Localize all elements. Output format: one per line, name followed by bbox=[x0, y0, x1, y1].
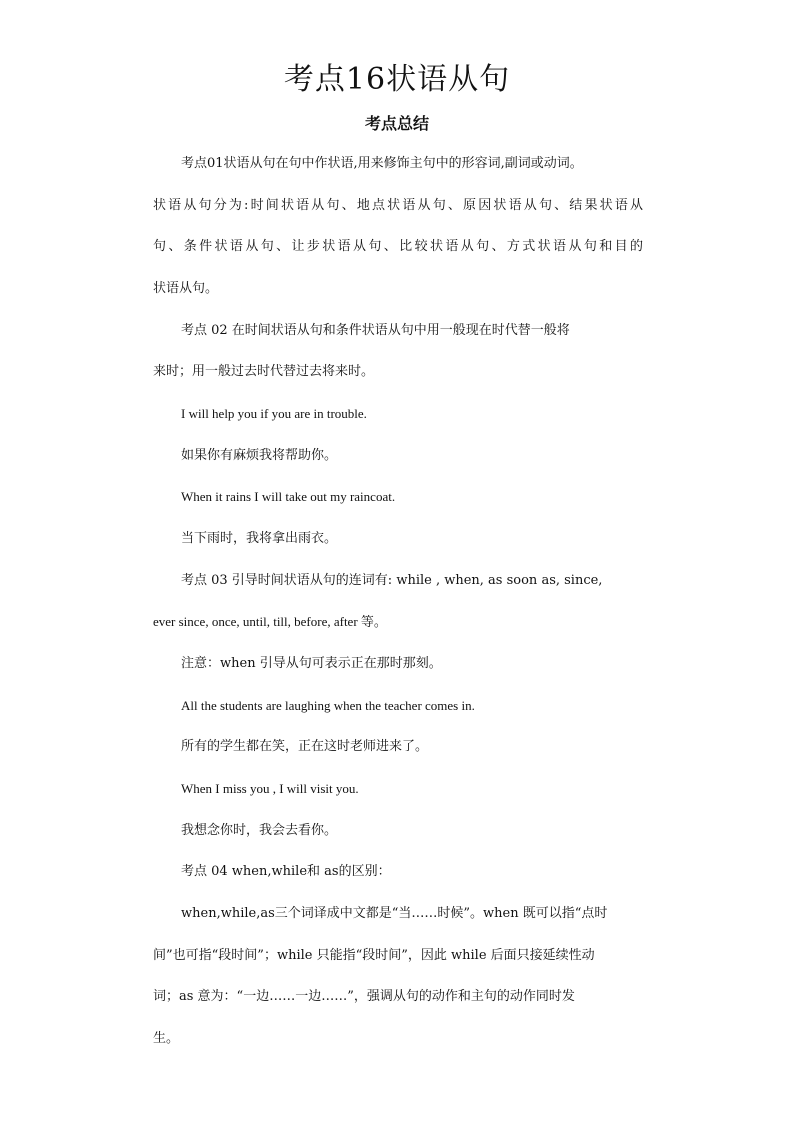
point-01-line-3: 句、条件状语从句、让步状语从句、比较状语从句、方式状语从句和目的 bbox=[153, 239, 643, 254]
point-01-line-4: 状语从句。 bbox=[153, 281, 219, 296]
point-01-line-1: 考点01状语从句在句中作状语,用来修饰主句中的形容词,副词或动词。 bbox=[181, 156, 583, 171]
point-04-line-1: when,while,as三个词译成中文都是“当……时候”。when 既可以指“点时 bbox=[181, 906, 608, 921]
point-03-line-2: ever since, once, until, till, before, after 等。 bbox=[153, 614, 387, 629]
example-en-2: When it rains I will take out my raincoat. bbox=[181, 489, 396, 504]
example-en-1: I will help you if you are in trouble. bbox=[181, 406, 367, 421]
point-04-line-2: 间”也可指“段时间”；while 只能指“段时间”，因此 while 后面只接延续性动 bbox=[153, 948, 595, 963]
section-subtitle: 考点总结 bbox=[364, 114, 429, 133]
point-04-heading: 考点 04 when,while和 as的区别： bbox=[181, 864, 391, 879]
example-zh-2: 当下雨时，我将拿出雨衣。 bbox=[181, 531, 338, 546]
example-zh-1: 如果你有麻烦我将帮助你。 bbox=[181, 448, 338, 463]
example-zh-3: 所有的学生都在笑，正在这时老师进来了。 bbox=[181, 739, 429, 754]
example-zh-4: 我想念你时，我会去看你。 bbox=[181, 823, 338, 838]
example-en-3: All the students are laughing when the teacher comes in. bbox=[181, 698, 475, 713]
example-en-4: When I miss you , I will visit you. bbox=[181, 781, 359, 796]
point-04-line-3: 词；as 意为：“一边……一边……”，强调从句的动作和主句的动作同时发 bbox=[153, 989, 575, 1004]
page-title: 考点16状语从句 bbox=[283, 62, 511, 97]
point-02-line-1: 考点 02 在时间状语从句和条件状语从句中用一般现在时代替一般将 bbox=[181, 323, 570, 338]
note-line: 注意：when 引导从句可表示正在那时那刻。 bbox=[181, 656, 442, 671]
point-04-line-4: 生。 bbox=[153, 1031, 180, 1046]
point-02-line-2: 来时；用一般过去时代替过去将来时。 bbox=[153, 364, 375, 379]
point-03-line-1: 考点 03 引导时间状语从句的连词有: while , when, as soon as, since, bbox=[181, 573, 603, 588]
point-01-line-2: 状语从句分为:时间状语从句、地点状语从句、原因状语从句、结果状语从 bbox=[153, 198, 643, 213]
